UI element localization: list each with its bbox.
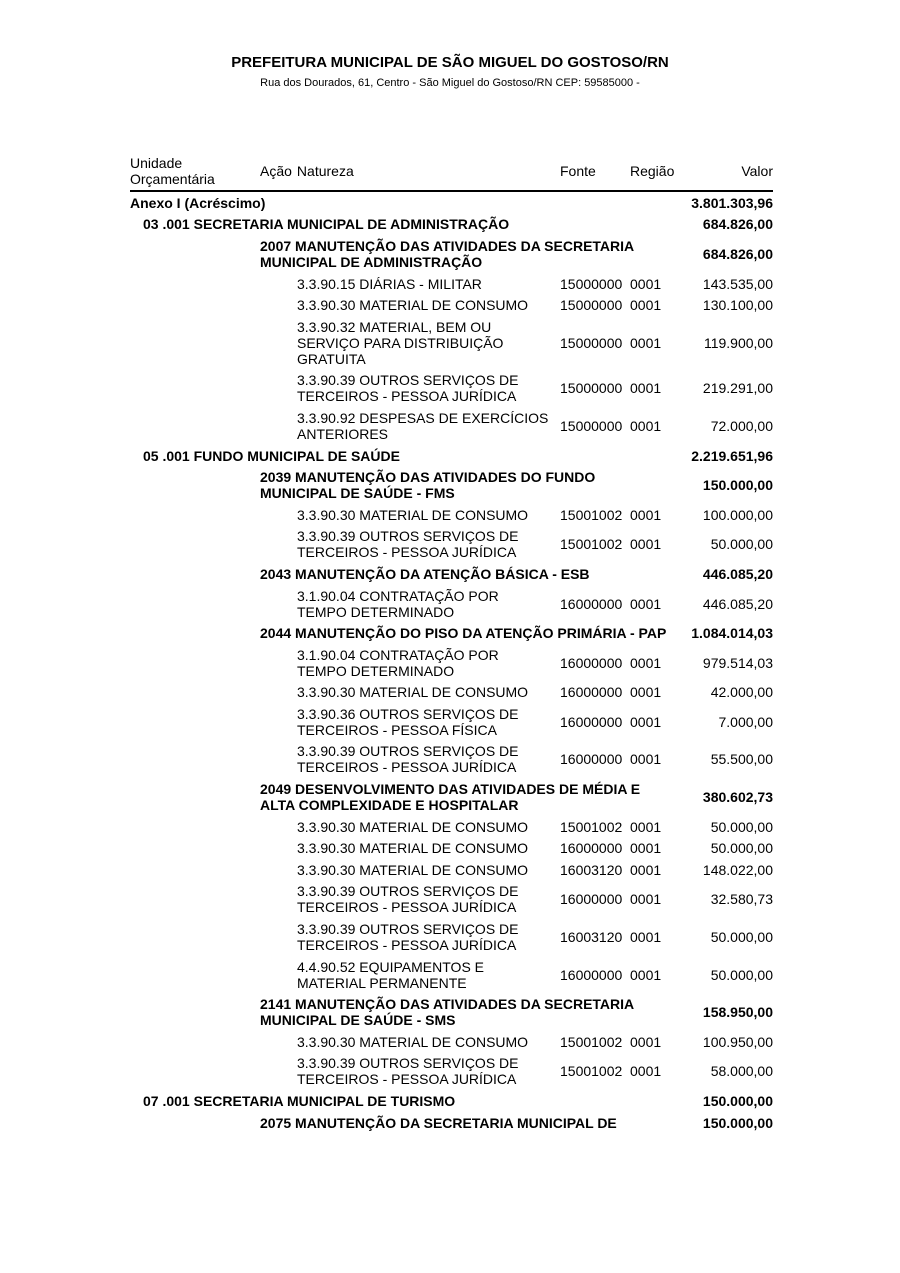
row-fonte: 15001002 [560,536,623,553]
row-regiao: 0001 [630,654,662,671]
row-fonte: 16003120 [560,929,623,946]
table-row [130,526,773,564]
table-row [130,585,773,623]
column-header-unidade-orcamentaria: Unidade Orçamentária [130,155,215,187]
row-valor: 55.500,00 [710,751,773,768]
row-regiao: 0001 [630,380,662,397]
row-regiao: 0001 [630,595,662,612]
table-row [130,273,773,295]
row-description: 3.3.90.39 OUTROS SERVIÇOS DE TERCEIROS - PESSOA JURÍDICA [297,921,519,954]
row-valor: 1.084.014,03 [691,625,773,642]
row-valor: 42.000,00 [710,684,773,701]
table-row [130,682,773,704]
column-header-acao: Ação [260,163,292,179]
row-description: 2049 DESENVOLVIMENTO DAS ATIVIDADES DE MÉDIA E ALTA COMPLEXIDADE E HOSPITALAR [260,781,641,814]
row-valor: 380.602,73 [702,789,773,806]
row-fonte: 15001002 [560,1063,623,1080]
row-description: 3.3.90.30 MATERIAL DE CONSUMO [297,506,529,523]
column-header-natureza: Natureza [296,163,354,179]
row-description: 3.3.90.92 DESPESAS DE EXERCÍCIOS ANTERIORES [297,409,549,442]
table-row [130,918,773,956]
row-valor: 219.291,00 [702,380,773,397]
row-valor: 50.000,00 [710,840,773,857]
row-description: 03 .001 SECRETARIA MUNICIPAL DE ADMINISTRAÇÃO [143,216,510,233]
row-regiao: 0001 [630,275,662,292]
row-valor: 50.000,00 [710,929,773,946]
row-valor: 50.000,00 [710,536,773,553]
table-row [130,993,773,1031]
row-description: 4.4.90.52 EQUIPAMENTOS E MATERIAL PERMANENTE [297,958,485,991]
table-row [130,407,773,445]
row-fonte: 16003120 [560,861,623,878]
row-description: 2075 MANUTENÇÃO DA SECRETARIA MUNICIPAL DE [260,1114,617,1131]
table-header-row [130,155,773,192]
row-description: 3.3.90.39 OUTROS SERVIÇOS DE TERCEIROS - PESSOA JURÍDICA [297,743,519,776]
table-row [130,235,773,273]
row-regiao: 0001 [630,536,662,553]
table-row [130,1090,773,1112]
row-description: 2007 MANUTENÇÃO DAS ATIVIDADES DA SECRETARIA MUNICIPAL DE ADMINISTRAÇÃO [260,237,634,270]
row-fonte: 16000000 [560,684,623,701]
row-regiao: 0001 [630,417,662,434]
row-description: 2044 MANUTENÇÃO DO PISO DA ATENÇÃO PRIMÁRIA - PAP [260,625,667,642]
row-fonte: 15000000 [560,417,623,434]
row-valor: 150.000,00 [702,477,773,494]
budget-table [130,155,773,1133]
table-row [130,1053,773,1091]
table-body [130,192,773,1133]
row-description: 3.3.90.36 OUTROS SERVIÇOS DE TERCEIROS - PESSOA FÍSICA [297,705,519,738]
row-fonte: 16000000 [560,891,623,908]
row-valor: 119.900,00 [703,334,773,351]
table-row [130,214,773,236]
row-fonte: 16000000 [560,654,623,671]
row-valor: 72.000,00 [710,417,773,434]
table-row [130,504,773,526]
row-valor: 7.000,00 [718,713,773,730]
row-valor: 100.950,00 [702,1033,773,1050]
table-row [130,816,773,838]
table-row [130,837,773,859]
table-row [130,466,773,504]
row-valor: 2.219.651,96 [691,447,773,464]
row-description: 3.1.90.04 CONTRATAÇÃO POR TEMPO DETERMINADO [297,646,499,679]
row-valor: 684.826,00 [702,216,773,233]
row-description: 2043 MANUTENÇÃO DA ATENÇÃO BÁSICA - ESB [260,565,590,582]
row-description: 3.3.90.30 MATERIAL DE CONSUMO [297,1033,529,1050]
row-valor: 150.000,00 [702,1114,773,1131]
table-row [130,956,773,994]
row-description: 3.3.90.30 MATERIAL DE CONSUMO [297,818,529,835]
row-regiao: 0001 [630,684,662,701]
row-description: 3.3.90.15 DIÁRIAS - MILITAR [297,275,482,292]
table-row [130,622,773,644]
row-fonte: 15001002 [560,1033,623,1050]
table-row [130,370,773,408]
table-row [130,445,773,467]
column-header-fonte: Fonte [560,163,596,179]
row-description: 3.3.90.39 OUTROS SERVIÇOS DE TERCEIROS - PESSOA JURÍDICA [297,372,519,405]
row-description: 05 .001 FUNDO MUNICIPAL DE SAÚDE [143,447,400,464]
table-row [130,1031,773,1053]
column-header-regiao: Região [630,163,675,179]
row-valor: 143.535,00 [702,275,773,292]
row-description: 3.3.90.30 MATERIAL DE CONSUMO [297,684,529,701]
document-address: Rua dos Dourados, 61, Centro - São Miguel do Gostoso/RN CEP: 59585000 - [260,77,640,89]
row-description: 3.3.90.39 OUTROS SERVIÇOS DE TERCEIROS - PESSOA JURÍDICA [297,1055,519,1088]
row-regiao: 0001 [630,751,662,768]
table-row [130,1112,773,1134]
column-header-valor: Valor [741,163,773,179]
row-valor: 32.580,73 [710,891,773,908]
row-fonte: 16000000 [560,713,623,730]
row-regiao: 0001 [630,840,662,857]
row-regiao: 0001 [630,861,662,878]
table-row [130,881,773,919]
table-row [130,563,773,585]
row-valor: 446.085,20 [702,595,773,612]
row-valor: 3.801.303,96 [691,194,773,211]
row-valor: 446.085,20 [702,565,773,582]
row-description: 3.3.90.30 MATERIAL DE CONSUMO [297,297,529,314]
row-valor: 150.000,00 [702,1093,773,1110]
table-row [130,192,773,214]
row-regiao: 0001 [630,1063,662,1080]
row-fonte: 16000000 [560,840,623,857]
row-valor: 158.950,00 [702,1004,773,1021]
row-valor: 58.000,00 [710,1063,773,1080]
row-fonte: 16000000 [560,595,623,612]
row-description: Anexo I (Acréscimo) [130,194,266,211]
row-valor: 130.100,00 [702,297,773,314]
row-description: 3.3.90.30 MATERIAL DE CONSUMO [297,840,529,857]
row-regiao: 0001 [630,506,662,523]
row-description: 3.3.90.32 MATERIAL, BEM OU SERVIÇO PARA DISTRIBUIÇÃO GRATUITA [297,318,504,367]
row-description: 2141 MANUTENÇÃO DAS ATIVIDADES DA SECRETARIA MUNICIPAL DE SAÚDE - SMS [260,996,634,1029]
row-fonte: 15000000 [560,275,623,292]
row-valor: 50.000,00 [710,966,773,983]
row-regiao: 0001 [630,334,662,351]
row-regiao: 0001 [630,1033,662,1050]
row-description: 3.3.90.39 OUTROS SERVIÇOS DE TERCEIROS - PESSOA JURÍDICA [297,528,519,561]
row-fonte: 15001002 [560,818,623,835]
row-description: 3.3.90.30 MATERIAL DE CONSUMO [297,861,529,878]
table-row [130,316,773,370]
row-fonte: 16000000 [560,966,623,983]
table-row [130,859,773,881]
document-title: PREFEITURA MUNICIPAL DE SÃO MIGUEL DO GOSTOSO/RN [231,54,669,71]
row-fonte: 15001002 [560,506,623,523]
row-valor: 50.000,00 [710,818,773,835]
row-regiao: 0001 [630,929,662,946]
table-row [130,741,773,779]
table-row [130,778,773,816]
table-row [130,294,773,316]
row-description: 3.1.90.04 CONTRATAÇÃO POR TEMPO DETERMINADO [297,587,499,620]
row-regiao: 0001 [630,297,662,314]
row-valor: 148.022,00 [702,861,773,878]
row-valor: 684.826,00 [702,245,773,262]
row-valor: 979.514,03 [702,654,773,671]
row-fonte: 15000000 [560,334,623,351]
row-fonte: 15000000 [560,297,623,314]
row-regiao: 0001 [630,891,662,908]
row-fonte: 15000000 [560,380,623,397]
table-row [130,644,773,682]
row-regiao: 0001 [630,966,662,983]
row-description: 3.3.90.39 OUTROS SERVIÇOS DE TERCEIROS - PESSOA JURÍDICA [297,883,519,916]
row-regiao: 0001 [630,713,662,730]
row-regiao: 0001 [630,818,662,835]
row-valor: 100.000,00 [702,506,773,523]
row-description: 07 .001 SECRETARIA MUNICIPAL DE TURISMO [143,1093,456,1110]
row-description: 2039 MANUTENÇÃO DAS ATIVIDADES DO FUNDO MUNICIPAL DE SAÚDE - FMS [260,469,596,502]
table-header-description-group [130,155,560,187]
table-row [130,703,773,741]
row-fonte: 16000000 [560,751,623,768]
